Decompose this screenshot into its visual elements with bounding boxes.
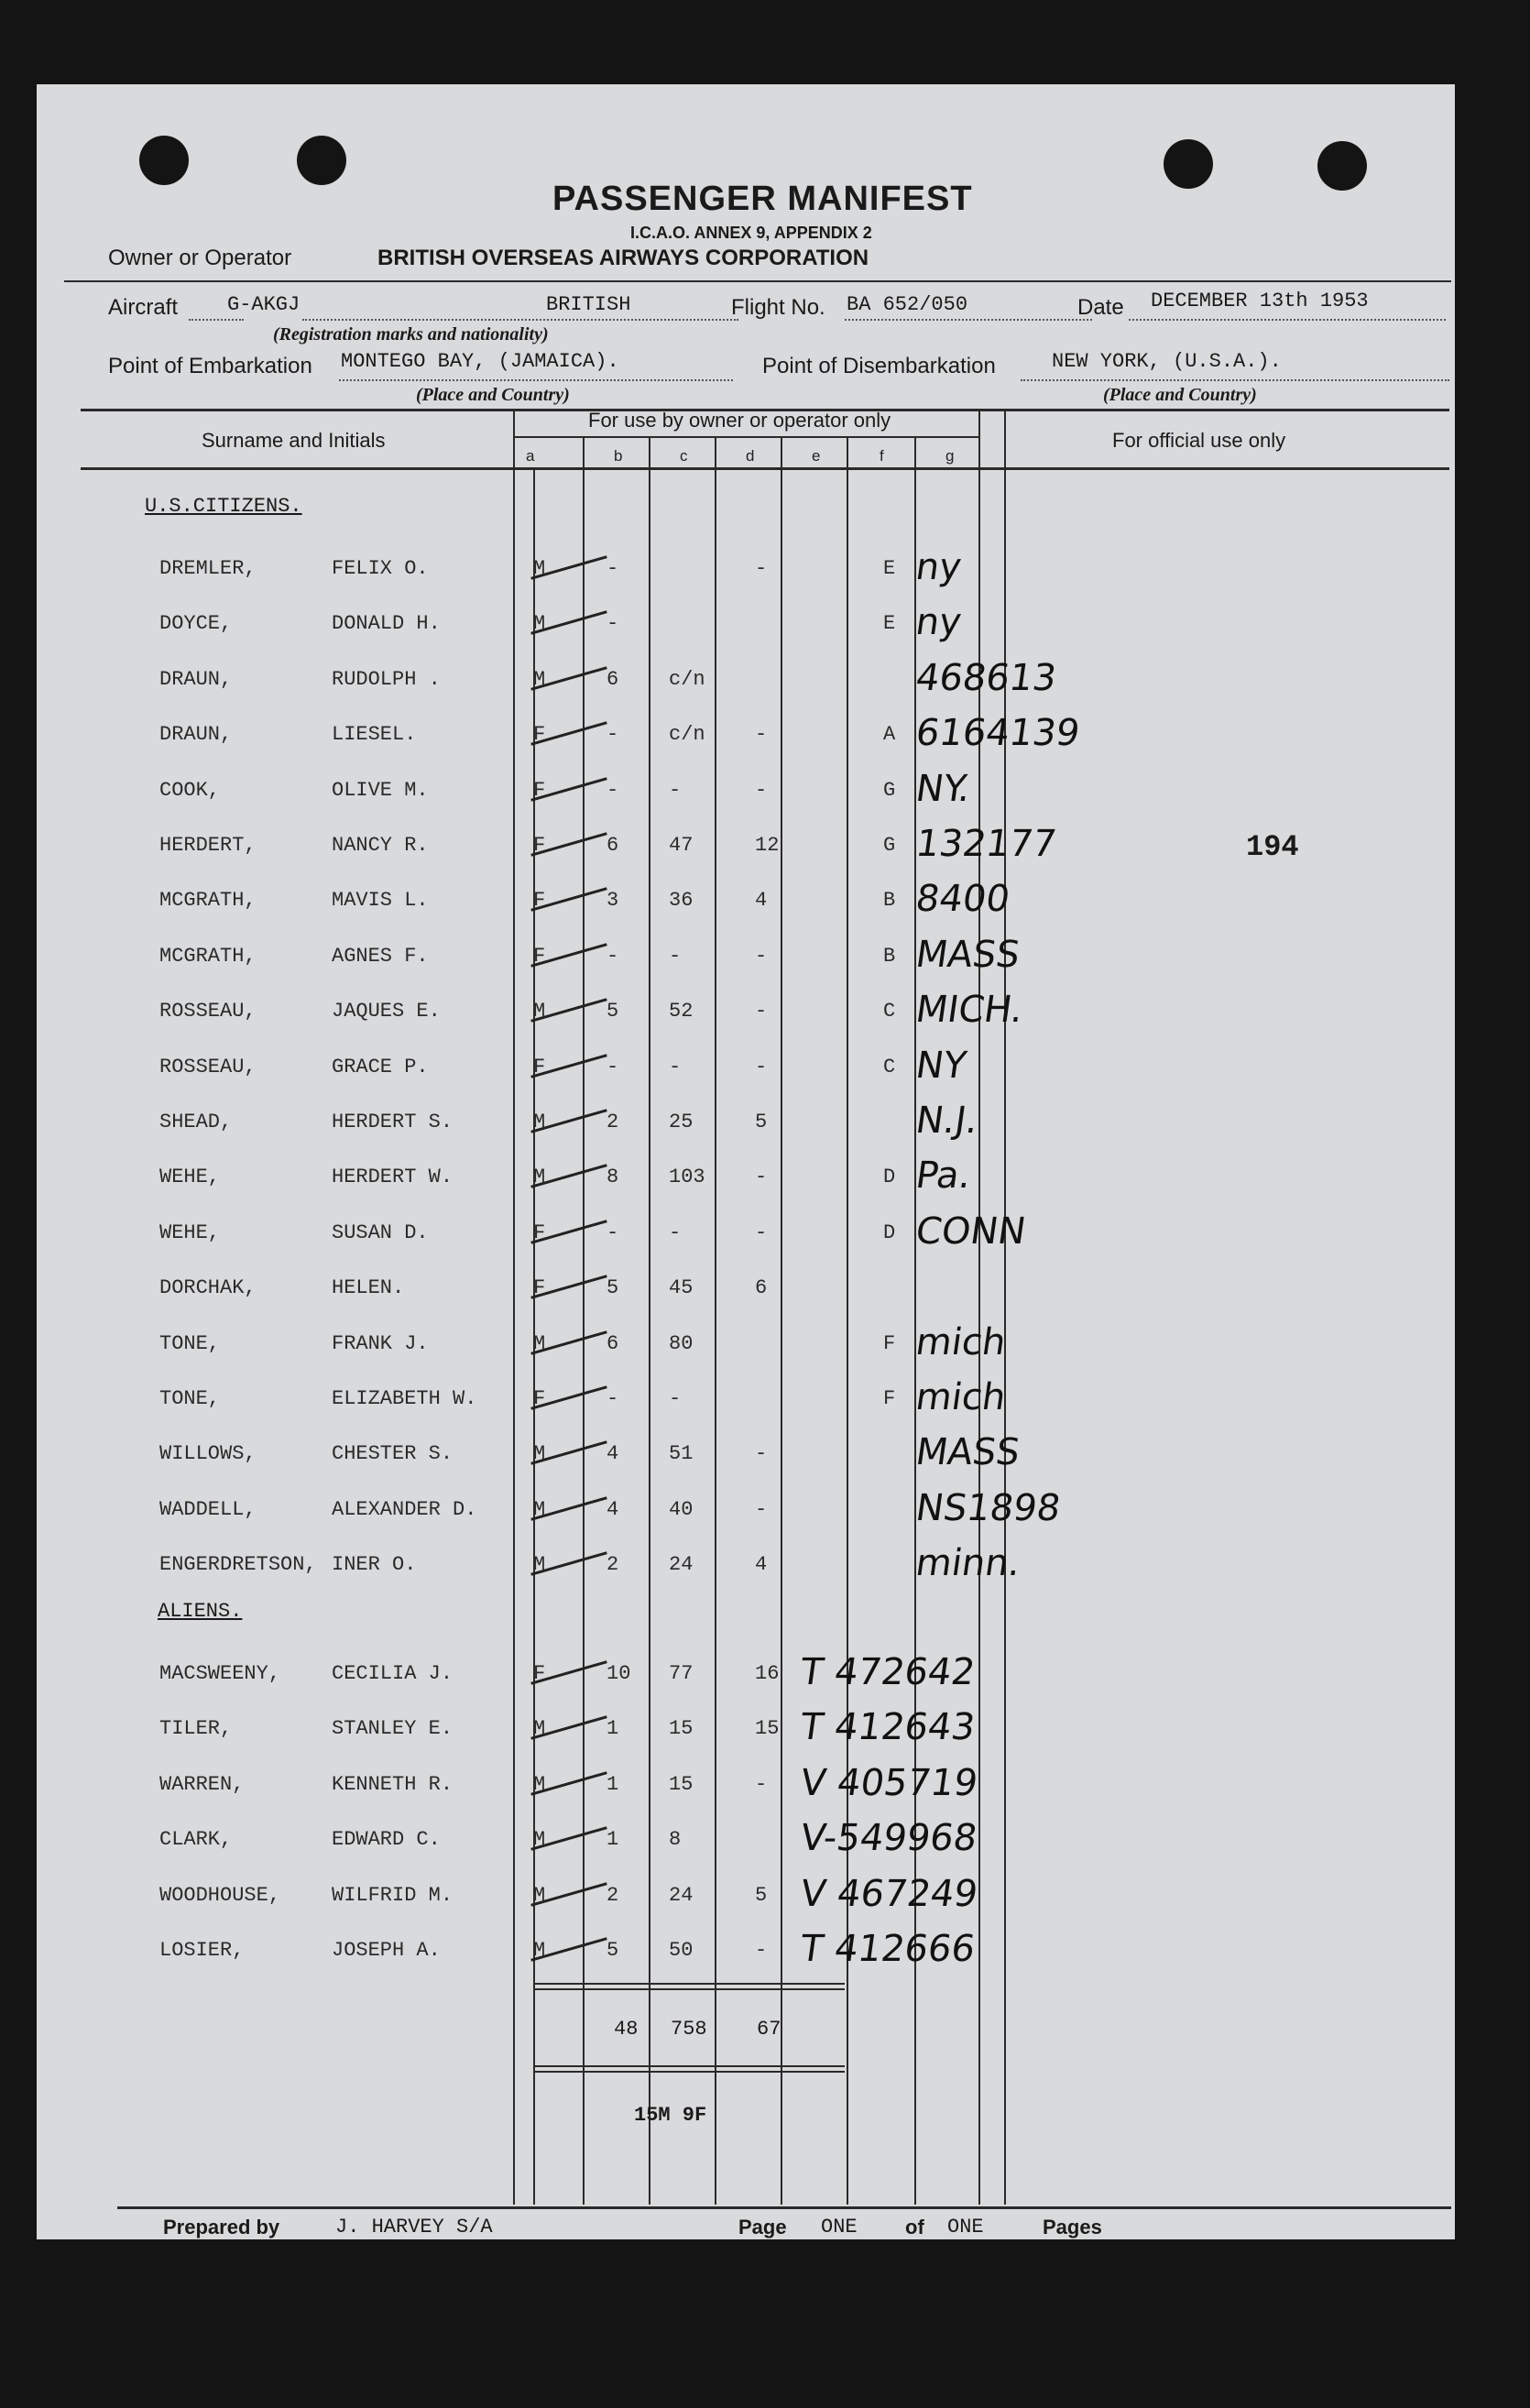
table-row — [37, 1096, 1455, 1149]
place-note-embark: (Place and Country) — [416, 385, 570, 405]
passenger-surname: DRAUN, — [159, 723, 233, 747]
col-e-header: e — [812, 447, 821, 465]
col-d-cell: - — [755, 778, 768, 802]
col-c-cell: - — [669, 1387, 682, 1410]
col-b-cell: - — [607, 612, 619, 636]
col-b-cell: - — [607, 944, 619, 968]
col-c-cell: 77 — [669, 1662, 694, 1685]
handwritten-note: mich — [913, 1376, 1009, 1418]
official-number: 194 — [1246, 830, 1299, 864]
disembarkation-value: NEW YORK, (U.S.A.). — [1052, 350, 1282, 373]
totals-rule — [533, 1988, 845, 1990]
col-c-cell: 8 — [669, 1828, 682, 1852]
col-b-cell: 5 — [607, 1939, 619, 1962]
col-b-cell: 6 — [607, 834, 619, 857]
passenger-initials: CHESTER S. — [332, 1442, 454, 1466]
col-c-cell: 36 — [669, 889, 694, 913]
col-b-cell: 6 — [607, 667, 619, 691]
passenger-initials: GRACE P. — [332, 1055, 429, 1078]
col-a-cell: M — [533, 1331, 546, 1355]
col-b-cell: 2 — [607, 1553, 619, 1577]
table-row — [37, 1373, 1455, 1426]
passenger-surname: WADDELL, — [159, 1497, 257, 1521]
handwritten-note: ny — [913, 601, 965, 644]
owner-value: BRITISH OVERSEAS AIRWAYS CORPORATION — [377, 246, 869, 270]
handwritten-note: ny — [913, 546, 965, 588]
table-row — [37, 1924, 1455, 1977]
col-f-cell: B — [883, 944, 896, 968]
col-official-header: For official use only — [1112, 429, 1286, 452]
col-c-cell: 52 — [669, 1000, 694, 1023]
table-row — [37, 542, 1455, 596]
of-label: of — [905, 2216, 924, 2238]
handwritten-note: 132177 — [913, 823, 1059, 865]
col-c-cell: - — [669, 1055, 682, 1078]
total-summary: 15M 9F — [634, 2104, 707, 2127]
col-b-cell: 1 — [607, 1772, 619, 1796]
handwritten-note: V 405719 — [797, 1761, 981, 1804]
passenger-surname: WEHE, — [159, 1166, 221, 1189]
col-b-cell: 4 — [607, 1497, 619, 1521]
passenger-initials: EDWARD C. — [332, 1828, 441, 1852]
passenger-initials: HELEN. — [332, 1276, 405, 1300]
table-header-border — [81, 467, 1449, 470]
col-d-cell: - — [755, 1939, 768, 1962]
passenger-surname: ROSSEAU, — [159, 1055, 257, 1078]
handwritten-note: 6164139 — [913, 712, 1083, 755]
passenger-surname: DORCHAK, — [159, 1276, 257, 1300]
table-row — [37, 1702, 1455, 1756]
flight-value: BA 652/050 — [847, 293, 968, 316]
col-owner-use-header: For use by owner or operator only — [588, 409, 891, 432]
dotted-line — [339, 379, 733, 381]
col-g-header: g — [945, 447, 955, 465]
table-row — [37, 708, 1455, 761]
col-c-cell: 24 — [669, 1883, 694, 1907]
col-d-cell: 12 — [755, 834, 780, 857]
dotted-line — [1021, 379, 1449, 381]
col-d-cell: 16 — [755, 1662, 780, 1685]
passenger-initials: FELIX O. — [332, 557, 429, 580]
totals-rule — [533, 1983, 845, 1985]
col-d-cell: 5 — [755, 1883, 768, 1907]
passenger-initials: RUDOLPH . — [332, 667, 441, 691]
punch-hole — [139, 136, 189, 185]
col-a-cell: F — [533, 1220, 546, 1244]
col-f-cell: D — [883, 1166, 896, 1189]
handwritten-note: MICH. — [913, 989, 1026, 1032]
table-row — [37, 930, 1455, 983]
nationality-value: BRITISH — [546, 293, 631, 316]
punch-hole — [1164, 139, 1213, 189]
col-b-cell: - — [607, 557, 619, 580]
divider — [64, 280, 1451, 282]
col-d-cell: - — [755, 1166, 768, 1189]
date-label: Date — [1077, 295, 1124, 320]
passenger-initials: LIESEL. — [332, 723, 417, 747]
col-c-cell: 25 — [669, 1111, 694, 1133]
passenger-initials: CECILIA J. — [332, 1662, 454, 1685]
handwritten-note: T 472642 — [797, 1651, 978, 1693]
col-c-cell: 51 — [669, 1442, 694, 1466]
passenger-initials: INER O. — [332, 1553, 417, 1577]
table-row — [37, 819, 1455, 872]
col-f-cell: A — [883, 723, 896, 747]
col-a-cell: M — [533, 1111, 546, 1133]
col-c-cell: 24 — [669, 1553, 694, 1577]
passenger-surname: TONE, — [159, 1331, 221, 1355]
embarkation-value: MONTEGO BAY, (JAMAICA). — [341, 350, 619, 373]
col-a-cell: F — [533, 1662, 546, 1685]
col-d-cell: - — [755, 1772, 768, 1796]
handwritten-note: Pa. — [913, 1155, 974, 1198]
table-row — [37, 1318, 1455, 1371]
totals-rule — [533, 2065, 845, 2067]
passenger-surname: TILER, — [159, 1717, 233, 1741]
col-a-cell: M — [533, 1000, 546, 1023]
handwritten-note: T 412666 — [797, 1928, 978, 1970]
col-b-cell: 2 — [607, 1111, 619, 1133]
col-b-cell: 2 — [607, 1883, 619, 1907]
passenger-surname: ENGERDRETSON, — [159, 1553, 317, 1577]
col-a-cell: M — [533, 1553, 546, 1577]
table-row — [37, 1483, 1455, 1537]
col-a-cell: F — [533, 944, 546, 968]
passenger-initials: FRANK J. — [332, 1331, 429, 1355]
passenger-initials: ALEXANDER D. — [332, 1497, 477, 1521]
table-row — [37, 764, 1455, 817]
col-b-header: b — [614, 447, 623, 465]
col-c-cell: c/n — [669, 723, 705, 747]
col-c-cell: 45 — [669, 1276, 694, 1300]
total-c: 758 — [671, 2018, 707, 2041]
col-d-cell: - — [755, 1497, 768, 1521]
col-c-cell: 15 — [669, 1717, 694, 1741]
table-row — [37, 1813, 1455, 1866]
col-f-cell: B — [883, 889, 896, 913]
col-f-cell: F — [883, 1331, 896, 1355]
col-d-cell: - — [755, 1220, 768, 1244]
col-b-cell: 3 — [607, 889, 619, 913]
handwritten-note: 8400 — [913, 878, 1013, 921]
col-b-cell: - — [607, 1220, 619, 1244]
aircraft-value: G-AKGJ — [227, 293, 301, 316]
passenger-surname: WEHE, — [159, 1220, 221, 1244]
col-f-cell: F — [883, 1387, 896, 1410]
passenger-surname: HERDERT, — [159, 834, 257, 857]
handwritten-note: MASS — [913, 1431, 1022, 1474]
col-d-cell: 4 — [755, 1553, 768, 1577]
col-surname-header: Surname and Initials — [202, 429, 386, 452]
table-row — [37, 1428, 1455, 1481]
passenger-surname: CLARK, — [159, 1828, 233, 1852]
passenger-surname: LOSIER, — [159, 1939, 245, 1962]
passenger-initials: AGNES F. — [332, 944, 429, 968]
passenger-surname: DRAUN, — [159, 667, 233, 691]
passenger-initials: JAQUES E. — [332, 1000, 441, 1023]
col-b-cell: 1 — [607, 1828, 619, 1852]
col-b-cell: 1 — [607, 1717, 619, 1741]
passenger-surname: DOYCE, — [159, 612, 233, 636]
handwritten-note: NY — [913, 1044, 969, 1087]
col-c-cell: - — [669, 1220, 682, 1244]
handwritten-note: T 412643 — [797, 1706, 978, 1749]
table-row — [37, 1041, 1455, 1094]
passenger-initials: WILFRID M. — [332, 1883, 454, 1907]
col-b-cell: - — [607, 723, 619, 747]
page-label: Page — [738, 2216, 787, 2238]
col-d-header: d — [746, 447, 755, 465]
handwritten-note: minn. — [913, 1542, 1023, 1585]
disembarkation-label: Point of Disembarkation — [762, 354, 996, 378]
col-f-cell: C — [883, 1055, 896, 1078]
passenger-initials: OLIVE M. — [332, 778, 429, 802]
col-a-header: a — [526, 447, 535, 465]
col-c-cell: - — [669, 944, 682, 968]
col-d-cell: 5 — [755, 1111, 768, 1133]
passenger-surname: WILLOWS, — [159, 1442, 257, 1466]
col-a-cell: M — [533, 1442, 546, 1466]
handwritten-note: NS1898 — [913, 1486, 1064, 1529]
passenger-initials: SUSAN D. — [332, 1220, 429, 1244]
prepared-label: Prepared by — [163, 2216, 280, 2238]
col-b-cell: - — [607, 1387, 619, 1410]
col-c-header: c — [680, 447, 688, 465]
dotted-line — [189, 319, 244, 321]
col-d-cell: 4 — [755, 889, 768, 913]
passenger-surname: COOK, — [159, 778, 221, 802]
col-c-cell: 15 — [669, 1772, 694, 1796]
table-row — [37, 1207, 1455, 1260]
punch-hole — [1317, 141, 1367, 191]
of-value: ONE — [947, 2216, 984, 2238]
page-value: ONE — [821, 2216, 858, 2238]
col-a-cell: F — [533, 723, 546, 747]
table-row — [37, 1262, 1455, 1315]
handwritten-note: CONN — [913, 1209, 1029, 1253]
table-row — [37, 1151, 1455, 1204]
passenger-initials: HERDERT W. — [332, 1166, 454, 1189]
col-b-cell: 5 — [607, 1276, 619, 1300]
section-heading: U.S.CITIZENS. — [145, 495, 302, 518]
handwritten-note: 468613 — [913, 656, 1059, 699]
passenger-surname: SHEAD, — [159, 1111, 233, 1133]
col-c-cell: 40 — [669, 1497, 694, 1521]
col-b-cell: 8 — [607, 1166, 619, 1189]
table-row — [37, 1647, 1455, 1701]
passenger-surname: TONE, — [159, 1387, 221, 1410]
passenger-surname: WARREN, — [159, 1772, 245, 1796]
passenger-initials: NANCY R. — [332, 834, 429, 857]
col-d-cell: - — [755, 1442, 768, 1466]
col-c-cell: - — [669, 778, 682, 802]
table-row — [37, 1538, 1455, 1592]
passenger-surname: MCGRATH, — [159, 944, 257, 968]
dotted-line — [1129, 319, 1446, 321]
col-a-cell: F — [533, 889, 546, 913]
passenger-surname: DREMLER, — [159, 557, 257, 580]
prepared-value: J. HARVEY S/A — [335, 2216, 493, 2238]
handwritten-note: V-549968 — [797, 1817, 980, 1860]
col-d-cell: - — [755, 1055, 768, 1078]
passenger-initials: STANLEY E. — [332, 1717, 454, 1741]
col-c-cell: 80 — [669, 1331, 694, 1355]
flight-label: Flight No. — [731, 295, 825, 320]
passenger-initials: DONALD H. — [332, 612, 441, 636]
col-a-cell: M — [533, 557, 546, 580]
handwritten-note: MASS — [913, 933, 1022, 976]
passenger-initials: MAVIS L. — [332, 889, 429, 913]
registration-note: (Registration marks and nationality) — [273, 324, 549, 345]
place-note-disembark: (Place and Country) — [1103, 385, 1257, 405]
col-b-cell: - — [607, 778, 619, 802]
col-a-cell: M — [533, 612, 546, 636]
col-f-cell: D — [883, 1220, 896, 1244]
footer-rule — [117, 2206, 1451, 2209]
table-row — [37, 1869, 1455, 1922]
manifest-sheet — [37, 84, 1455, 2239]
totals-rule — [533, 2071, 845, 2073]
col-d-cell: - — [755, 1000, 768, 1023]
col-d-cell: - — [755, 723, 768, 747]
col-a-cell: F — [533, 1387, 546, 1410]
pages-label: Pages — [1043, 2216, 1102, 2238]
col-b-cell: 5 — [607, 1000, 619, 1023]
total-d: 67 — [757, 2018, 781, 2041]
col-a-cell: M — [533, 1939, 546, 1962]
col-a-cell: M — [533, 1828, 546, 1852]
passenger-surname: MCGRATH, — [159, 889, 257, 913]
col-a-cell: F — [533, 778, 546, 802]
embarkation-label: Point of Embarkation — [108, 354, 312, 378]
col-f-cell: G — [883, 778, 896, 802]
col-b-cell: 4 — [607, 1442, 619, 1466]
table-row — [37, 1758, 1455, 1811]
passenger-initials: JOSEPH A. — [332, 1939, 441, 1962]
col-c-cell: 50 — [669, 1939, 694, 1962]
col-a-cell: M — [533, 1497, 546, 1521]
col-d-cell: - — [755, 557, 768, 580]
col-a-cell: M — [533, 1772, 546, 1796]
col-d-cell: - — [755, 944, 768, 968]
col-d-cell: 6 — [755, 1276, 768, 1300]
total-b: 48 — [614, 2018, 639, 2041]
col-d-cell: 15 — [755, 1717, 780, 1741]
col-c-cell: c/n — [669, 667, 705, 691]
handwritten-note: NY. — [913, 767, 974, 810]
handwritten-note: mich — [913, 1320, 1009, 1363]
date-value: DECEMBER 13th 1953 — [1151, 290, 1369, 312]
col-f-cell: E — [883, 557, 896, 580]
table-row — [37, 597, 1455, 651]
col-c-cell: 103 — [669, 1166, 705, 1189]
col-b-cell: - — [607, 1055, 619, 1078]
col-f-cell: C — [883, 1000, 896, 1023]
col-c-cell: 47 — [669, 834, 694, 857]
table-row — [37, 874, 1455, 927]
passenger-initials: KENNETH R. — [332, 1772, 454, 1796]
col-a-cell: F — [533, 1276, 546, 1300]
passenger-initials: ELIZABETH W. — [332, 1387, 477, 1410]
page-title: PASSENGER MANIFEST — [552, 180, 973, 218]
col-a-cell: M — [533, 1883, 546, 1907]
aircraft-label: Aircraft — [108, 295, 179, 320]
passenger-surname: MACSWEENY, — [159, 1662, 281, 1685]
page-subtitle: I.C.A.O. ANNEX 9, APPENDIX 2 — [630, 224, 872, 242]
table-row — [37, 985, 1455, 1038]
passenger-initials: HERDERT S. — [332, 1111, 454, 1133]
owner-label: Owner or Operator — [108, 246, 292, 270]
section-heading: ALIENS. — [158, 1600, 243, 1623]
passenger-surname: WOODHOUSE, — [159, 1883, 281, 1907]
dotted-line — [845, 319, 1092, 321]
col-f-cell: E — [883, 612, 896, 636]
col-a-cell: M — [533, 1166, 546, 1189]
col-a-cell: F — [533, 834, 546, 857]
col-b-cell: 6 — [607, 1331, 619, 1355]
punch-hole — [297, 136, 346, 185]
col-f-cell: G — [883, 834, 896, 857]
col-a-cell: M — [533, 667, 546, 691]
col-f-header: f — [880, 447, 884, 465]
col-a-cell: F — [533, 1055, 546, 1078]
table-row — [37, 653, 1455, 706]
col-b-cell: 10 — [607, 1662, 631, 1685]
col-a-cell: M — [533, 1717, 546, 1741]
handwritten-note: N.J. — [913, 1100, 981, 1142]
handwritten-note: V 467249 — [797, 1872, 981, 1915]
dotted-line — [302, 319, 738, 321]
passenger-surname: ROSSEAU, — [159, 1000, 257, 1023]
